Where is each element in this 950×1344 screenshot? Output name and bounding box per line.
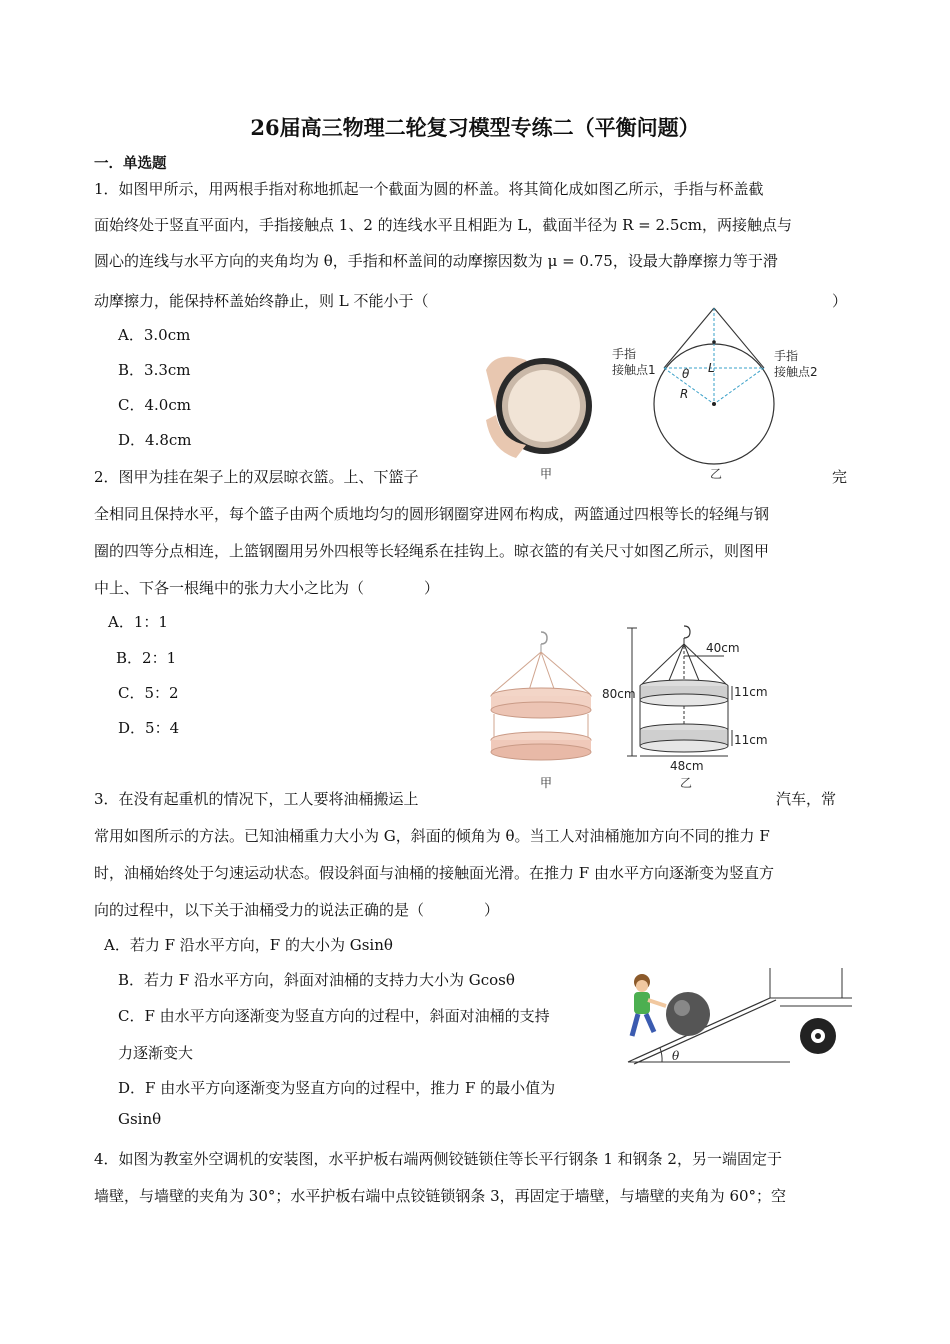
q2-label-11cm-bottom: 11cm [734, 733, 768, 747]
q1-label-finger-left: 手指 [612, 347, 637, 361]
q2-option-d[interactable]: D．5：4 [118, 719, 180, 737]
q2-label-48cm: 48cm [670, 759, 704, 772]
q2-line-4: 中上、下各一根绳中的张力大小之比为（ ） [94, 579, 440, 597]
q1-label-finger-right: 手指 [774, 349, 799, 363]
q1-label-theta: θ [682, 367, 690, 381]
q2-line-1-end: 完 [832, 468, 848, 486]
q1-option-b[interactable]: B．3.3cm [118, 361, 191, 379]
page-title: 26届高三物理二轮复习模型专练二（平衡问题） [250, 115, 700, 140]
q3-line-1-end: 汽车，常 [776, 790, 837, 808]
q1-label-R: R [680, 387, 689, 401]
q1-option-d[interactable]: D．4.8cm [118, 431, 192, 449]
q2-line-2: 全相同且保持水平，每个篮子由两个质地均匀的圆形钢圈穿进网布构成，两篮通过四根等长的轻绳与钢 [94, 505, 770, 523]
q3-option-c[interactable]: C．F 由水平方向逐渐变为竖直方向的过程中，斜面对油桶的支持 [118, 1007, 550, 1025]
q3-option-d-cont: Gsinθ [118, 1110, 162, 1128]
q1-label-contact-2: 接触点2 [774, 365, 818, 379]
q3-line-3: 时，油桶始终处于匀速运动状态。假设斜面与油桶的接触面光滑。在推力 F 由水平方向逐渐变为竖直方 [94, 864, 774, 882]
q2-option-b[interactable]: B．2：1 [116, 649, 177, 667]
q1-option-a[interactable]: A．3.0cm [118, 326, 191, 344]
q1-label-L: L [708, 361, 715, 375]
q1-line-4-end: ） [832, 292, 848, 310]
q3-diagram-ramp-truck [620, 962, 856, 1070]
q1-diagram-schematic [606, 302, 836, 467]
q4-line-2: 墙壁，与墙壁的夹角为 30°；水平护板右端中点铰链锁钢条 3，再固定于墙壁，与墙壁的夹角为 60°；空 [94, 1187, 787, 1205]
q3-option-c-cont: 力逐渐变大 [118, 1044, 194, 1062]
q2-label-11cm-top: 11cm [734, 685, 768, 699]
q3-label-theta: θ [672, 1049, 680, 1063]
q2-label-80cm: 80cm [602, 687, 636, 701]
section-heading: 一．单选题 [94, 155, 167, 172]
q3-line-1: 3．在没有起重机的情况下，工人要将油桶搬运上 [94, 790, 419, 808]
q2-line-3: 圈的四等分点相连，上篮钢圈用另外四根等长轻绳系在挂钩上。晾衣篮的有关尺寸如图乙所示，则图甲 [94, 542, 770, 560]
q3-option-d[interactable]: D．F 由水平方向逐渐变为竖直方向的过程中，推力 F 的最小值为 [118, 1079, 556, 1097]
q2-photo-basket [486, 628, 596, 768]
q2-option-c[interactable]: C．5：2 [118, 684, 179, 702]
q1-line-3: 圆心的连线与水平方向的夹角均为 θ，手指和杯盖间的动摩擦因数为 μ = 0.75，设最大静摩擦力等于滑 [94, 252, 778, 270]
q2-label-40cm: 40cm [706, 641, 740, 655]
q1-caption-jia: 甲 [540, 467, 553, 481]
q2-diagram-schematic [600, 622, 770, 772]
q1-caption-yi: 乙 [710, 467, 723, 481]
q1-line-4: 动摩擦力，能保持杯盖始终静止，则 L 不能小于（ [94, 292, 429, 310]
q2-caption-yi: 乙 [680, 776, 693, 790]
q2-caption-jia: 甲 [540, 776, 553, 790]
q1-line-1: 1．如图甲所示，用两根手指对称地抓起一个截面为圆的杯盖。将其简化成如图乙所示，手指与杯盖截 [94, 180, 764, 198]
q2-option-a[interactable]: A．1：1 [108, 613, 168, 631]
q3-option-b[interactable]: B．若力 F 沿水平方向，斜面对油桶的支持力大小为 Gcosθ [118, 971, 515, 989]
q3-line-2: 常用如图所示的方法。已知油桶重力大小为 G，斜面的倾角为 θ。当工人对油桶施加方向不同的推力 F [94, 827, 770, 845]
q1-line-2: 面始终处于竖直平面内，手指接触点 1、2 的连线水平且相距为 L，截面半径为 R = 2.5cm，两接触点与 [94, 216, 793, 234]
q1-option-c[interactable]: C．4.0cm [118, 396, 191, 414]
q3-line-4: 向的过程中，以下关于油桶受力的说法正确的是（ ） [94, 901, 500, 919]
q2-line-1: 2．图甲为挂在架子上的双层晾衣篮。上、下篮子 [94, 468, 419, 486]
q3-option-a[interactable]: A．若力 F 沿水平方向，F 的大小为 Gsinθ [104, 936, 393, 954]
q4-line-1: 4．如图为教室外空调机的安装图，水平护板右端两侧铰链锁住等长平行钢条 1 和钢条 2，另一端固定于 [94, 1150, 782, 1168]
q1-label-contact-1: 接触点1 [612, 363, 656, 377]
q1-photo-cup-lid [486, 350, 596, 460]
